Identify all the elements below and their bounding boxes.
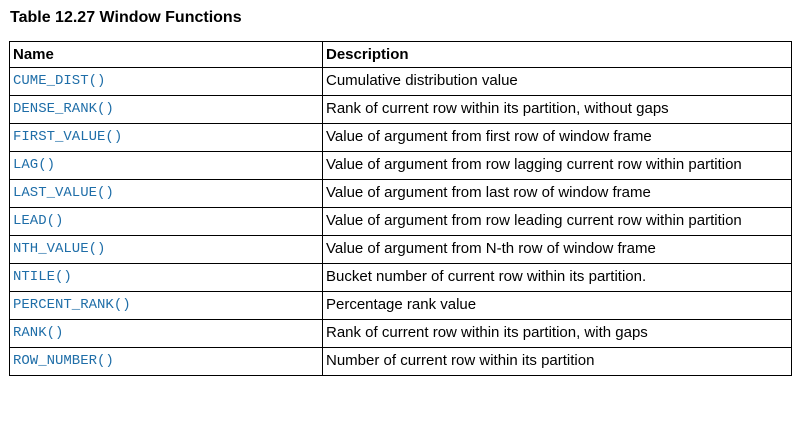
table-row (10, 180, 792, 208)
function-description: Value of argument from row leading current row within partition (323, 208, 792, 236)
table-row (10, 124, 792, 152)
description-column-header: Description (323, 42, 792, 68)
function-link-percent-rank[interactable]: PERCENT_RANK() (10, 292, 323, 320)
function-description: Value of argument from row lagging current row within partition (323, 152, 792, 180)
table-row (10, 208, 792, 236)
table-row (10, 152, 792, 180)
function-link-ntile[interactable]: NTILE() (10, 264, 323, 292)
table-row (10, 264, 792, 292)
function-link-dense-rank[interactable]: DENSE_RANK() (10, 96, 323, 124)
function-link-last-value[interactable]: LAST_VALUE() (10, 180, 323, 208)
function-description: Cumulative distribution value (323, 68, 792, 96)
function-description: Value of argument from N-th row of window frame (323, 236, 792, 264)
function-description: Rank of current row within its partition, without gaps (323, 96, 792, 124)
function-link-rank[interactable]: RANK() (10, 320, 323, 348)
function-description: Percentage rank value (323, 292, 792, 320)
function-description: Number of current row within its partition (323, 348, 792, 376)
table-row (10, 68, 792, 96)
function-link-lead[interactable]: LEAD() (10, 208, 323, 236)
table-row (10, 236, 792, 264)
table-row (10, 96, 792, 124)
function-link-row-number[interactable]: ROW_NUMBER() (10, 348, 323, 376)
table-title: Table 12.27 Window Functions (10, 9, 242, 26)
function-link-lag[interactable]: LAG() (10, 152, 323, 180)
table-header-row (10, 42, 792, 68)
function-link-nth-value[interactable]: NTH_VALUE() (10, 236, 323, 264)
function-description: Value of argument from first row of window frame (323, 124, 792, 152)
window-functions-table (9, 41, 792, 376)
function-description: Bucket number of current row within its partition. (323, 264, 792, 292)
function-description: Rank of current row within its partition, with gaps (323, 320, 792, 348)
name-column-header: Name (10, 42, 323, 68)
table-row (10, 348, 792, 376)
function-description: Value of argument from last row of window frame (323, 180, 792, 208)
table-row (10, 320, 792, 348)
function-link-cume-dist[interactable]: CUME_DIST() (10, 68, 323, 96)
function-link-first-value[interactable]: FIRST_VALUE() (10, 124, 323, 152)
table-row (10, 292, 792, 320)
